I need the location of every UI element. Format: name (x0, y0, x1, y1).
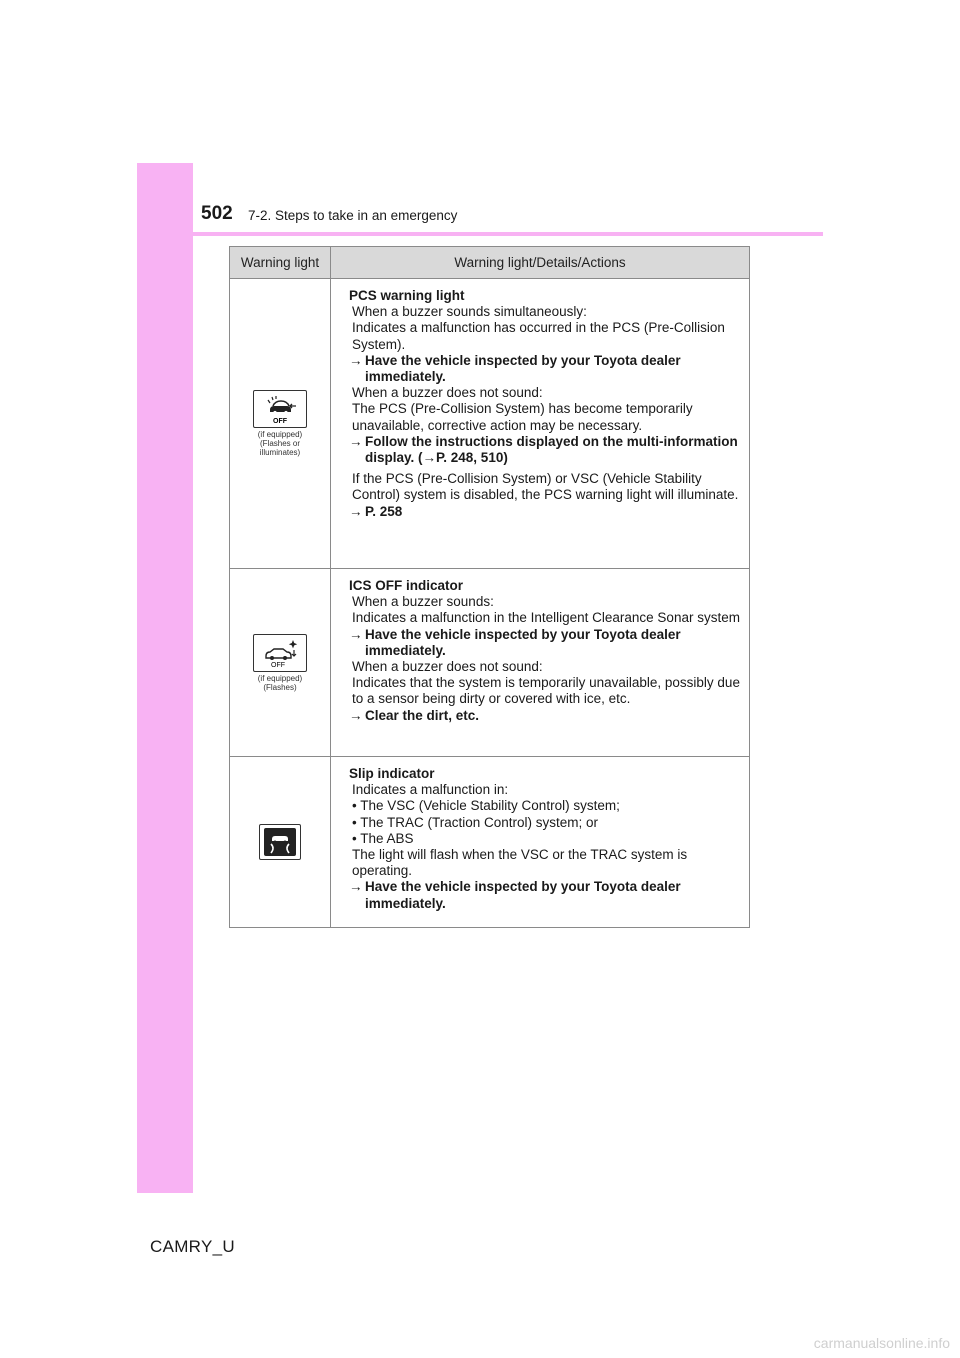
arrow-right-icon: → (349, 707, 363, 723)
detail-line: When a buzzer sounds: (352, 594, 494, 610)
arrow-right-icon: → (422, 450, 437, 466)
section-title: 7-2. Steps to take in an emergency (248, 208, 458, 223)
action-line: → Follow the instructions displayed on the multi-information display. (→P. 248, 510) (349, 433, 738, 466)
table-row (230, 569, 750, 757)
action-line: → Have the vehicle inspected by your Toyota dealer immediately. (349, 626, 681, 658)
action-line: → Clear the dirt, etc. (349, 707, 480, 723)
arrow-right-icon: → (349, 352, 363, 368)
icon-cell (230, 757, 331, 928)
side-color-band (137, 163, 193, 1193)
page-number: 502 (201, 203, 233, 224)
row-title: PCS warning light (349, 288, 465, 303)
icon-cell (230, 569, 331, 757)
details-cell (331, 279, 750, 569)
bullet-item: • The TRAC (Traction Control) system; or (352, 814, 599, 830)
warning-light-table (229, 246, 750, 928)
details-cell (331, 569, 750, 757)
bullet-item: • The ABS (352, 830, 414, 846)
detail-line: Indicates that the system is temporarily unavailable, possibly due to a sensor being dirty or covered with ice, etc. (352, 675, 740, 707)
pcs-warning-icon (253, 390, 307, 428)
arrow-right-icon: → (349, 503, 363, 519)
detail-line: When a buzzer does not sound: (352, 659, 543, 675)
detail-line: When a buzzer sounds simultaneously: (352, 304, 587, 320)
row-title: ICS OFF indicator (349, 578, 464, 593)
detail-line: Indicates a malfunction has occurred in the PCS (Pre-Collision System). (352, 320, 725, 352)
icon-cell (230, 279, 331, 569)
arrow-right-icon: → (349, 433, 363, 449)
slip-indicator-icon (259, 824, 301, 860)
detail-line: The light will flash when the VSC or the TRAC system is operating. (352, 847, 688, 879)
bullet-item: • The VSC (Vehicle Stability Control) system; (352, 798, 620, 814)
col-warning-light: Warning light (230, 247, 331, 279)
svg-text:OFF: OFF (273, 418, 287, 425)
detail-line: Indicates a malfunction in the Intelligent Clearance Sonar system (352, 610, 740, 626)
arrow-right-icon: → (349, 879, 363, 895)
table-row (230, 279, 750, 569)
header-rule (193, 232, 823, 236)
arrow-right-icon: → (349, 626, 363, 642)
icon-note: (if equipped) (Flashes) (257, 673, 303, 692)
table-header-row (230, 247, 750, 279)
icon-note: (if equipped) (Flashes or illuminates) (257, 430, 303, 457)
details-cell (331, 757, 750, 928)
footer-model-label: CAMRY_U (150, 1237, 235, 1256)
detail-line: The PCS (Pre-Collision System) has become temporarily unavailable, corrective action may be necessary. (352, 401, 693, 433)
ics-off-icon (253, 634, 307, 672)
action-line: → Have the vehicle inspected by your Toyota dealer immediately. (349, 352, 681, 385)
col-details: Warning light/Details/Actions (331, 247, 750, 279)
table-row (230, 757, 750, 928)
note-line: If the PCS (Pre-Collision System) or VSC (Vehicle Stability Control) system is disabled, the PCS warning light will illuminate. (352, 471, 739, 503)
watermark: carmanualsonline.info (813, 1335, 950, 1351)
svg-text:OFF: OFF (271, 661, 285, 669)
reference-link[interactable]: → P. 258 (349, 503, 403, 519)
detail-line: Indicates a malfunction in: (352, 782, 509, 798)
row-title: Slip indicator (349, 766, 435, 781)
action-line: → Have the vehicle inspected by your Toyota dealer immediately. (349, 879, 681, 911)
detail-line: When a buzzer does not sound: (352, 385, 543, 401)
